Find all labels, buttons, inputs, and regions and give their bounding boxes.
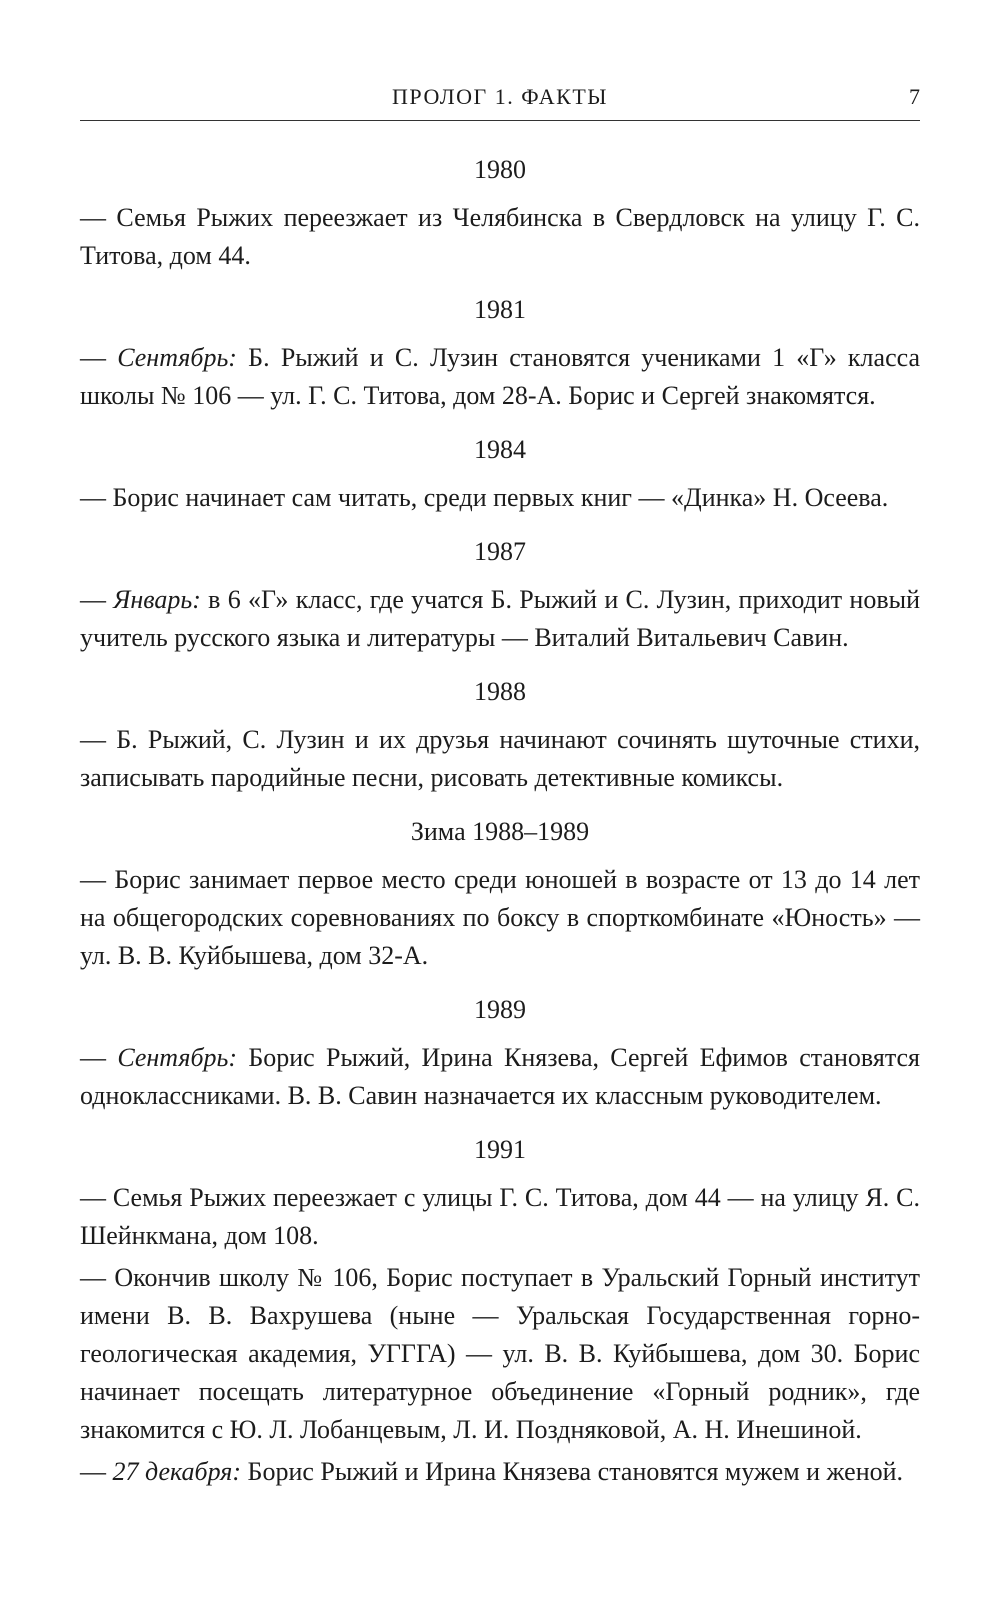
entry-date: Сентябрь:: [117, 1043, 238, 1072]
chronology-entry: — Семья Рыжих переезжает из Челябинска в Свердловск на улицу Г. С. Титова, дом 44.: [80, 203, 920, 270]
chronology-entry: — Январь: в 6 «Г» класс, где учатся Б. Рыжий и С. Лузин, приходит новый учитель русского языка и литературы — Виталий Витальевич Савин.: [80, 585, 920, 652]
chronology-entry: — Семья Рыжих переезжает с улицы Г. С. Титова, дом 44 — на улицу Я. С. Шейнкмана, дом 108.: [80, 1183, 920, 1250]
running-title: ПРОЛОГ 1. ФАКТЫ: [392, 84, 608, 109]
year-heading: 1989: [474, 995, 526, 1024]
book-page: [80, 78, 920, 1507]
chronology-entry: — Сентябрь: Борис Рыжий, Ирина Князева, Сергей Ефимов становятся одноклассниками. В. В. Савин назначается их классным руководителем.: [80, 1043, 921, 1110]
entry-date: Январь:: [113, 585, 201, 614]
entry-date: 27 декабря:: [112, 1457, 242, 1486]
year-heading: 1980: [474, 155, 526, 184]
chronology: [80, 151, 920, 1491]
chronology-entry: — Сентябрь: Б. Рыжий и С. Лузин становятся учениками 1 «Г» класса школы № 106 — ул. Г. С. Титова, дом 28-А. Борис и Сергей знакомятся.: [80, 343, 921, 410]
entry-date: Сентябрь:: [117, 343, 237, 372]
running-header: [80, 78, 920, 121]
year-heading: 1984: [474, 435, 526, 464]
year-heading: 1991: [474, 1135, 526, 1164]
year-heading: 1981: [474, 295, 526, 324]
chronology-entry: — Б. Рыжий, С. Лузин и их друзья начинают сочинять шуточные стихи, записывать пародийные песни, рисовать детективные комиксы.: [80, 725, 920, 792]
chronology-entry: — Окончив школу № 106, Борис поступает в Уральский Горный институт имени В. В. Вахрушева (ныне — Уральская Государственная горно-геологическая академия, УГГГА) — ул. В. В. Куйбышева, дом 30. Борис начинает посещать литературное объединение «Горный родник», где знакомится с Ю. Л. Лобанцевым, Л. И. Поздняковой, А. Н. Инешиной.: [80, 1263, 920, 1444]
page-number: 7: [909, 84, 920, 109]
year-heading: 1988: [474, 677, 526, 706]
chronology-entry: — 27 декабря: Борис Рыжий и Ирина Князева становятся мужем и женой.: [80, 1457, 904, 1486]
chronology-entry: — Борис занимает первое место среди юношей в возрасте от 13 до 14 лет на общегородских соревнованиях по боксу в спорткомбинате «Юность» — ул. В. В. Куйбышева, дом 32-А.: [80, 865, 920, 970]
year-heading: Зима 1988–1989: [410, 817, 590, 846]
year-heading: 1987: [474, 537, 526, 566]
chronology-entry: — Борис начинает сам читать, среди первых книг — «Динка» Н. Осеева.: [80, 483, 889, 512]
